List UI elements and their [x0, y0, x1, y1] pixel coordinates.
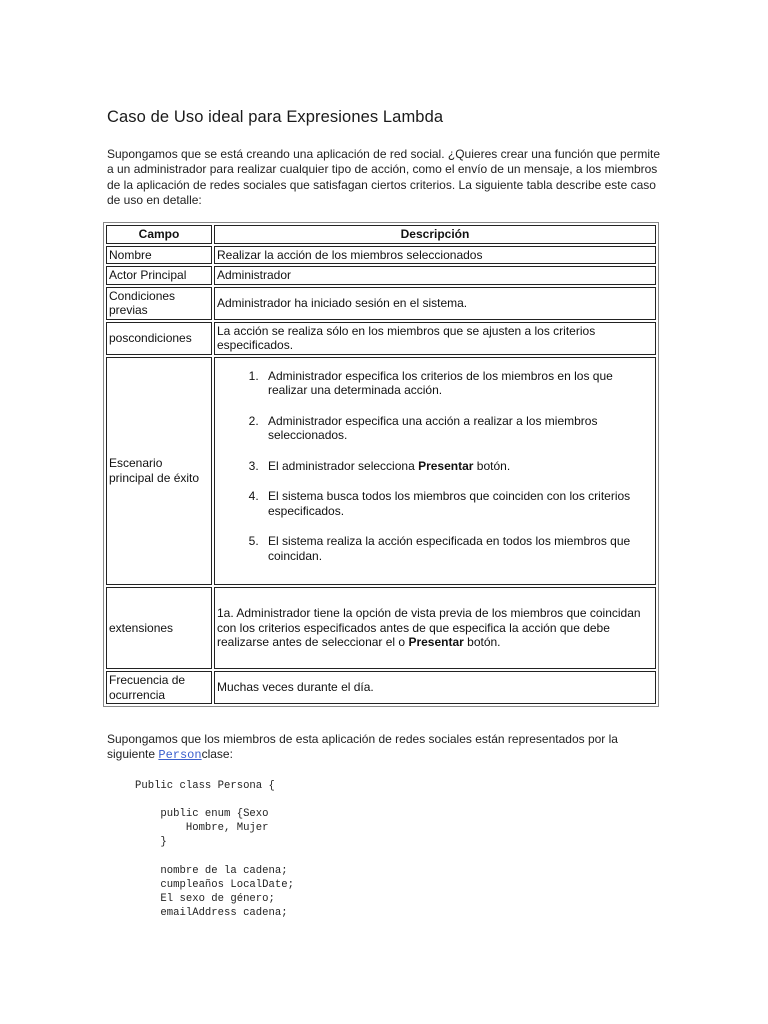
presentar-emphasis: Presentar [418, 458, 474, 473]
value-cell: La acción se realiza sólo en los miembros que se ajusten a los criterios especificados. [214, 322, 656, 355]
table-row [106, 246, 656, 265]
header-campo: Campo [106, 225, 212, 244]
use-case-table [103, 222, 659, 707]
field-cell: Condiciones previas [106, 287, 212, 320]
scenario-steps [217, 359, 653, 584]
page-title: Caso de Uso ideal para Expresiones Lambda [107, 108, 444, 126]
table-row [106, 587, 656, 669]
list-item: 2. Administrador especifica una acción a realizar a los miembros seleccionados. [262, 414, 653, 443]
paragraph-text: Supongamos que los miembros de esta aplicación de redes sociales están representados por la siguiente [107, 732, 618, 762]
extension-text: 1a. Administrador tiene la opción de vista previa de los miembros que coincidan con los criterios especificados antes de que especifica la acción que debe realizarse antes de seleccionar el o [217, 606, 641, 650]
table-row [106, 671, 656, 704]
value-cell: Muchas veces durante el día. [214, 671, 656, 704]
value-cell: Realizar la acción de los miembros seleccionados [214, 246, 656, 265]
header-descripcion: Descripción [214, 225, 656, 244]
list-item: 4. El sistema busca todos los miembros que coinciden con los criterios especificados. [262, 489, 653, 518]
field-cell: Frecuencia de ocurrencia [106, 671, 212, 704]
list-item [262, 459, 653, 474]
list-item: 5. El sistema realiza la acción especificada en todos los miembros que coincidan. [262, 534, 653, 563]
value-cell [214, 587, 656, 669]
intro-paragraph: Supongamos que se está creando una aplicación de red social. ¿Quieres crear una función que permite a un administrador para realizar cualquier tipo de acción, como el envío de un mensaje, a los miembros de la aplicación de redes sociales que satisfagan ciertos criterios. La siguiente tabla describe este caso de uso en detalle: [107, 147, 661, 207]
table-row [106, 287, 656, 320]
value-cell: Administrador ha iniciado sesión en el sistema. [214, 287, 656, 320]
presentar-emphasis: Presentar [408, 635, 464, 650]
paragraph-text: clase: [201, 747, 233, 762]
table-row [106, 266, 656, 285]
code-block: Public class Persona { public enum {Sexo Hombre, Mujer } nombre de la cadena; cumpleaños LocalDate; El sexo de género; emailAddress cadena; [135, 780, 294, 919]
step-text: botón. [473, 458, 511, 473]
extension-text: botón. [463, 635, 501, 650]
table-row [106, 322, 656, 355]
table-header-row [106, 225, 656, 244]
value-cell: Administrador [214, 266, 656, 285]
field-cell: Actor Principal [106, 266, 212, 285]
list-item: 1. Administrador especifica los criterios de los miembros en los que realizar una determinada acción. [262, 369, 653, 398]
person-link[interactable]: Person [158, 748, 202, 763]
field-cell: Escenario principal de éxito [106, 357, 212, 586]
person-class-paragraph [107, 732, 663, 764]
field-cell: Nombre [106, 246, 212, 265]
field-cell: poscondiciones [106, 322, 212, 355]
field-cell: extensiones [106, 587, 212, 669]
value-cell [214, 357, 656, 586]
table-row [106, 357, 656, 586]
step-text: El administrador selecciona [268, 458, 419, 473]
